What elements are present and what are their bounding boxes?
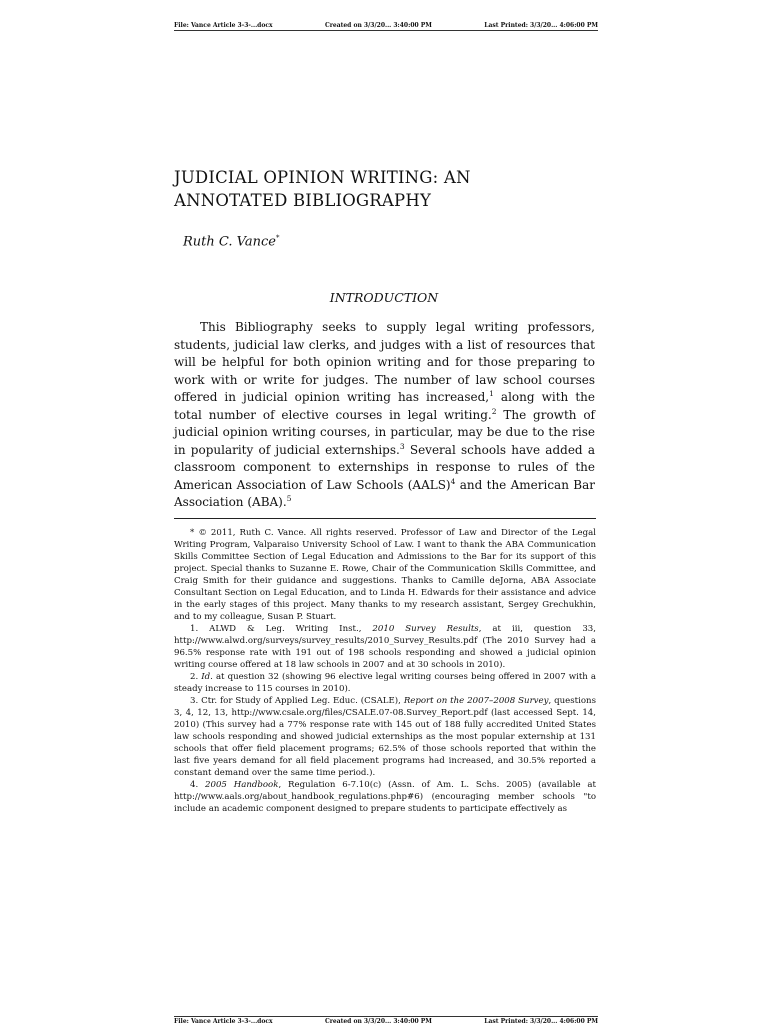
footnote-4 xyxy=(174,779,596,815)
body-text-part: along with the total number of elective courses in legal writing. xyxy=(174,390,595,422)
body-text-part: This Bibliography seeks to supply legal writing professors, students, judicial law clerks, and judges with a list of resources that will be helpful for both opinion writing and for those preparing to work with or write for judges. The number of law school courses offered in judicial opinion writing has increased, xyxy=(174,320,595,404)
footnote-italic: Report on the 2007–2008 Survey xyxy=(403,696,549,706)
footnote-ref-5[interactable]: 5 xyxy=(286,494,292,503)
footnote-text: , questions 3, 4, 12, 13, http://www.csale.org/files/CSALE.07-08.Survey_Report.pdf (last accessed Sept. 14, 2010) (This survey had a 77% response rate with 145 out of 188 fully accredited United States law schools responding and showed judicial externships as the most popular externship at 131 schools that offer field placement programs; 62.5% of those schools reported that within the last five years demand for all field placement programs had increased, and 30.5% reported a constant demand over the same time period.). xyxy=(174,696,596,778)
footnote-ref-3[interactable]: 3 xyxy=(399,441,405,451)
footnote-2 xyxy=(174,671,596,695)
footnote-1 xyxy=(174,623,596,671)
footnote-ref-2[interactable]: 2 xyxy=(491,406,497,416)
header-printed-date: Last Printed: 3/3/20... 4:06:00 PM xyxy=(484,22,598,29)
footer-created-date: Created on 3/3/20... 3:40:00 PM xyxy=(324,1018,432,1025)
footnotes xyxy=(174,527,596,815)
article-title xyxy=(174,166,594,212)
footnote-italic: 2010 Survey Results xyxy=(372,624,479,634)
title-line-2: ANNOTATED BIBLIOGRAPHY xyxy=(174,191,432,210)
footnote-ref-1[interactable]: 1 xyxy=(489,389,494,398)
body-text-part: The growth of judicial opinion writing courses, in particular, may be due to the rise in popularity of judicial externships. xyxy=(174,407,595,457)
footnote-text: at question 32 (showing 96 elective legal writing courses being offered in 2007 with a steady increase to 115 courses in 2010). xyxy=(174,672,596,694)
footer-printed-date: Last Printed: 3/3/20... 4:06:00 PM xyxy=(484,1018,598,1025)
footnote-3 xyxy=(174,695,596,779)
author-byline xyxy=(183,234,279,249)
intro-paragraph xyxy=(174,319,595,512)
title-line-1: JUDICIAL OPINION WRITING: AN xyxy=(174,168,471,187)
footnote-text: 1. ALWD & Leg. Writing Inst., xyxy=(190,624,373,634)
footnote-separator xyxy=(174,518,596,519)
footnote-star: * © 2011, Ruth C. Vance. All rights reserved. Professor of Law and Director of the Legal Writing Program, Valparaiso University School of Law. I want to thank the ABA Communication Skills Committee Section of Legal Education and Admissions to the Bar for its support of this project. Special thanks to Suzanne E. Rowe, Chair of the Communication Skills Committee, and Craig Smith for their guidance and suggestions. Thanks to Camille deJorna, ABA Associate Consultant Section on Legal Education, and to Linda H. Edwards for their assistance and advice in the early stages of this project. Many thanks to my research assistant, Sergey Grechukhin, and to my colleague, Susan P. Stuart. xyxy=(174,528,596,622)
section-heading: INTRODUCTION xyxy=(329,290,439,305)
author-footnote-mark[interactable]: * xyxy=(275,234,280,242)
footnote-text: 2. xyxy=(190,672,202,682)
footer-file-name: File: Vance Article 3-3-...docx xyxy=(174,1018,273,1025)
header-file-name: File: Vance Article 3-3-...docx xyxy=(174,22,273,29)
footnote-text: , at iii, question 33, http://www.alwd.org/surveys/survey_results/2010_Survey_Results.pdf (The 2010 Survey had a 96.5% response rate with 191 out of 198 schools responding and showed a judicial opinion writing course offered at 18 law schools in 2007 and at 30 schools in 2010). xyxy=(174,624,596,670)
body-text-part: and the American Bar Association (ABA). xyxy=(174,477,595,509)
body-text-part: Several schools have added a classroom component to externships in response to rules of the American Association of Law Schools (AALS) xyxy=(174,442,595,492)
running-header xyxy=(174,22,598,31)
footnote-text: , Regulation 6-7.10(c) (Assn. of Am. L. Schs. 2005) (available at http://www.aals.org/about_handbook_regulations.php#6) (encouraging member schools "to include an academic component designed to prepare students to participate effectively as xyxy=(174,780,597,814)
footnote-ref-4[interactable]: 4 xyxy=(450,476,456,486)
footnote-text: 3. Ctr. for Study of Applied Leg. Educ. (CSALE), xyxy=(190,696,404,706)
header-created-date: Created on 3/3/20... 3:40:00 PM xyxy=(324,22,432,29)
footnote-italic: Id. xyxy=(201,672,213,682)
author-name: Ruth C. Vance xyxy=(183,234,276,250)
footnote-text: 4. xyxy=(190,780,206,790)
footnote-italic: 2005 Handbook xyxy=(205,780,279,790)
